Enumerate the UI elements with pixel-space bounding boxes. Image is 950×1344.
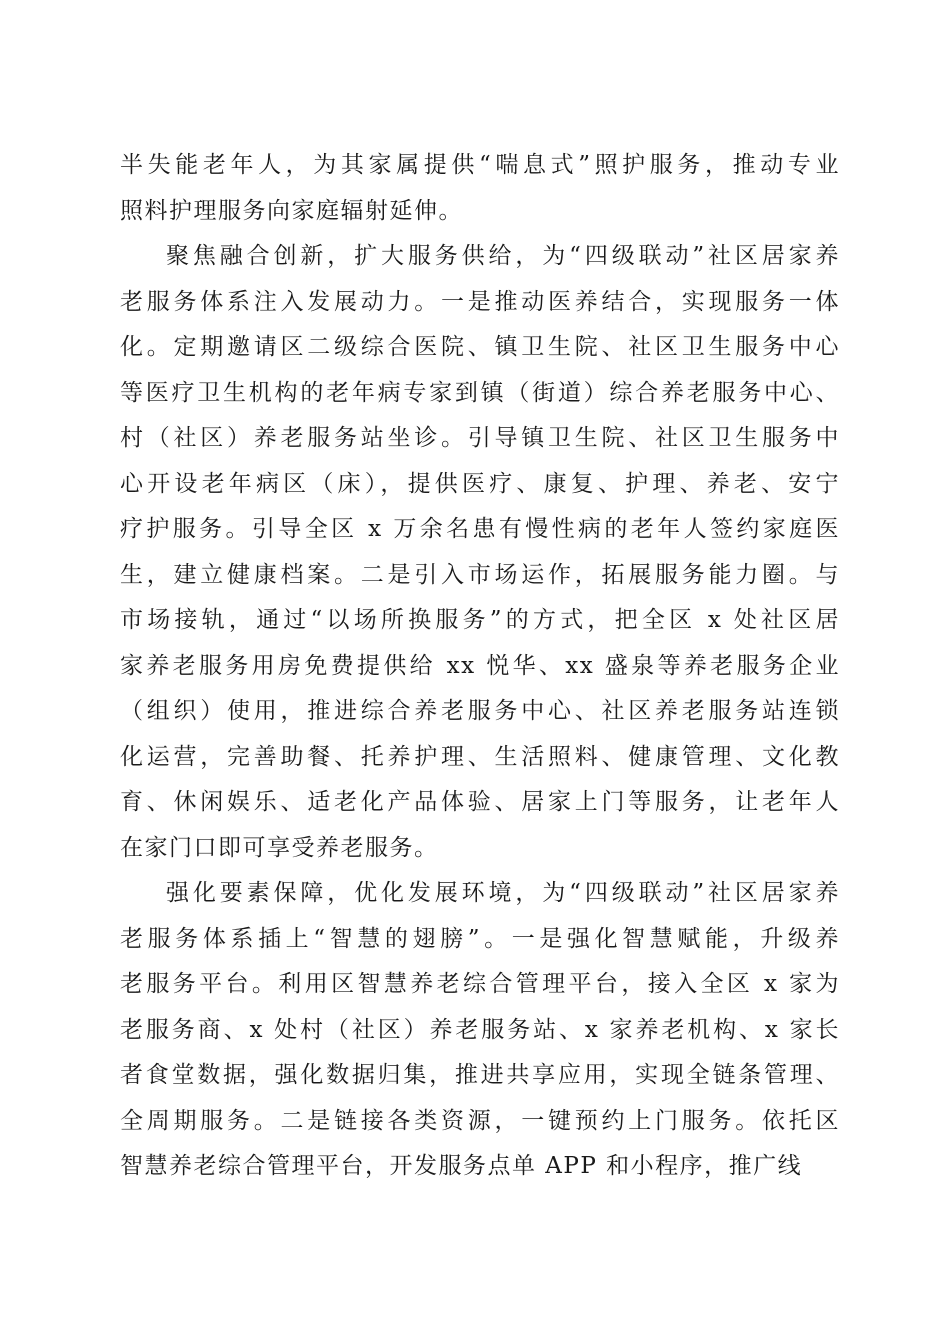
text-line: 市场接轨，通过“以场所换服务”的方式，把全区 x 处社区居	[120, 607, 840, 633]
text-line: 村（社区）养老服务站坐诊。引导镇卫生院、社区卫生服务中	[120, 425, 840, 451]
text-line: 者食堂数据，强化数据归集，推进共享应用，实现全链条管理、	[120, 1062, 840, 1088]
text-line: 照料护理服务向家庭辐射延伸。	[120, 197, 463, 224]
text-line: （组织）使用，推进综合养老服务中心、社区养老服务站连锁	[120, 698, 840, 724]
body-text	[120, 143, 840, 1190]
text-line: 老服务商、x 处村（社区）养老服务站、x 家养老机构、x 家长	[120, 1016, 840, 1043]
text-line: 化运营，完善助餐、托养护理、生活照料、健康管理、文化教	[120, 743, 840, 770]
text-line: 智慧养老综合管理平台，开发服务点单 APP 和小程序，推广线	[120, 1153, 803, 1179]
paragraph-first-line: 聚焦融合创新，扩大服务供给，为“四级联动”社区居家养	[166, 243, 840, 269]
text-line: 全周期服务。二是链接各类资源，一键预约上门服务。依托区	[120, 1107, 840, 1134]
text-line: 半失能老年人，为其家属提供“喘息式”照护服务，推动专业	[120, 152, 840, 178]
text-line: 老服务体系插上“智慧的翅膀”。一是强化智慧赋能，升级养	[120, 925, 840, 952]
text-line: 心开设老年病区（床），提供医疗、康复、护理、养老、安宁	[120, 470, 840, 497]
text-line: 化。定期邀请区二级综合医院、镇卫生院、社区卫生服务中心	[120, 334, 840, 360]
text-line: 等医疗卫生机构的老年病专家到镇（街道）综合养老服务中心、	[120, 379, 840, 406]
text-line: 生，建立健康档案。二是引入市场运作，拓展服务能力圈。与	[120, 561, 840, 588]
text-line: 在家门口即可享受养老服务。	[120, 834, 439, 861]
text-line: 老服务平台。利用区智慧养老综合管理平台，接入全区 x 家为	[120, 971, 840, 997]
paragraph-first-line: 强化要素保障，优化发展环境，为“四级联动”社区居家养	[166, 880, 840, 906]
text-line: 家养老服务用房免费提供给 xx 悦华、xx 盛泉等养老服务企业	[120, 652, 840, 679]
text-line: 老服务体系注入发展动力。一是推动医养结合，实现服务一体	[120, 288, 840, 315]
text-line: 疗护服务。引导全区 x 万余名患有慢性病的老年人签约家庭医	[120, 516, 840, 542]
text-line: 育、休闲娱乐、适老化产品体验、居家上门等服务，让老年人	[120, 789, 840, 815]
